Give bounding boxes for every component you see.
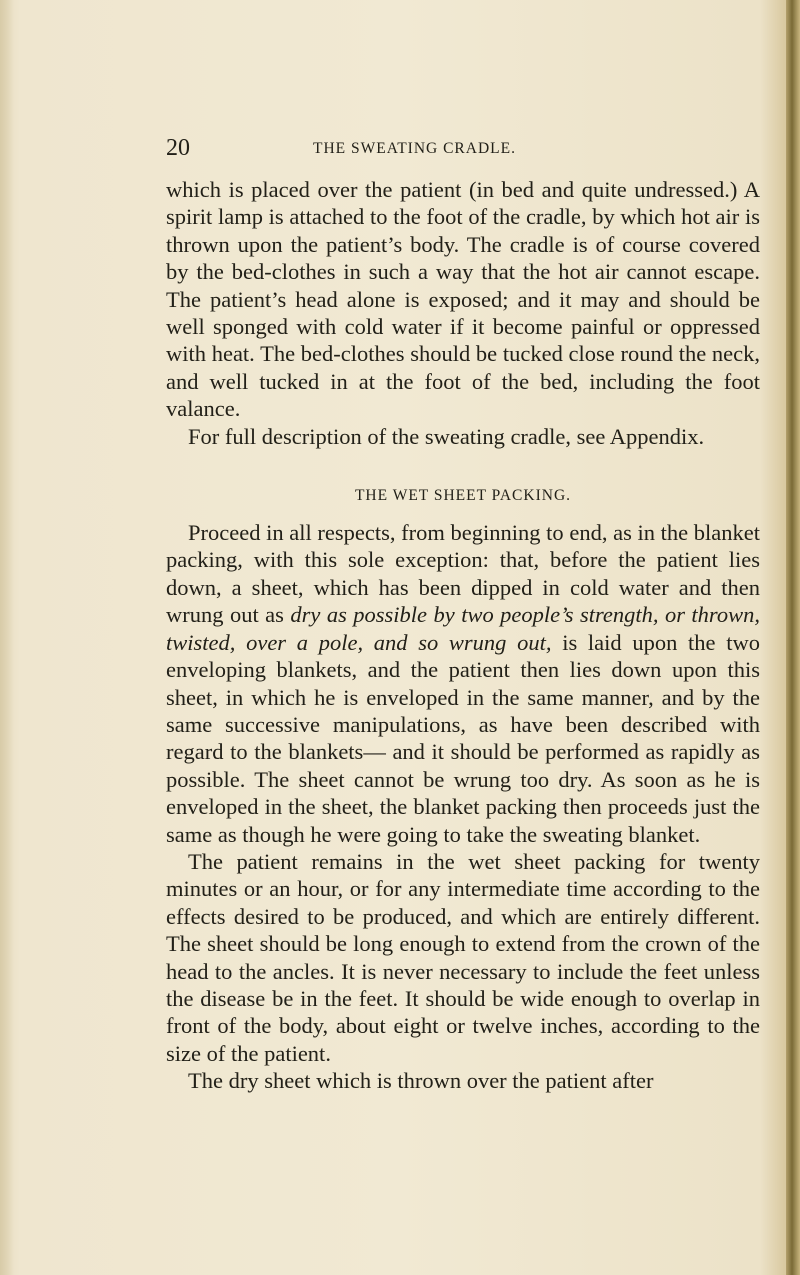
page-gutter-shadow xyxy=(0,0,14,1275)
running-title: THE SWEATING CRADLE. xyxy=(313,140,516,157)
page-number: 20 xyxy=(166,135,190,161)
paragraph-dry-sheet: The dry sheet which is thrown over the patient after xyxy=(188,1068,654,1094)
paragraph-sweating-cradle: which is placed over the patient (in bed and quite undressed.) A spirit lamp is attached to the foot of the cradle, by which hot air is thrown upon the patient’s body. The cradle is of course covered by the bed-clothes in such a way that the hot air cannot escape. The patient’s head alone is exposed; and it may and should be well sponged with cold water if it become painful or oppressed with heat. The bed-clothes should be tucked close round the neck, and well tucked in at the foot of the bed, including the foot valance. xyxy=(166,177,760,422)
paragraph-appendix-reference: For full description of the sweating cradle, see Appendix. xyxy=(188,423,705,449)
section-heading: THE WET SHEET PACKING. xyxy=(354,487,572,505)
paragraph-text: Proceed in all respects, from beginning to end, as in the blanket packing, with this sole exception: that, before the patient lies down, a sheet, which has been dipped in cold water and then wrung out as xyxy=(166,520,760,628)
paragraph-text: is laid upon the two enveloping blankets, and the patient then lies down upon this sheet, in which he is enveloped in the same manner, and by the same successive manipulations, as have been described with regard to the blankets— and it should be performed as rapidly as possible. The sheet cannot be wrung too dry. As soon as he is enveloped in the sheet, the blanket packing then proceeds just the same as though he were going to take the sweating blanket. xyxy=(166,629,760,847)
page-edge-strip xyxy=(786,0,800,1275)
paragraph-duration: The patient remains in the wet sheet packing for twenty minutes or an hour, or for any intermediate time according to the effects desired to be produced, and which are entirely different. The sheet should be long enough to extend from the crown of the head to the ancles. It is never necessary to include the feet unless the disease be in the feet. It should be wide enough to overlap in front of the body, about eight or twelve inches, according to the size of the patient. xyxy=(166,848,760,1066)
paragraph-wet-sheet-procedure xyxy=(166,519,760,848)
italic-emphasis: dry as possible by two people’s strength, or thrown, twisted, over a pole, and so wrung out, xyxy=(166,602,760,655)
page-body xyxy=(166,176,760,1095)
running-head xyxy=(166,135,756,161)
